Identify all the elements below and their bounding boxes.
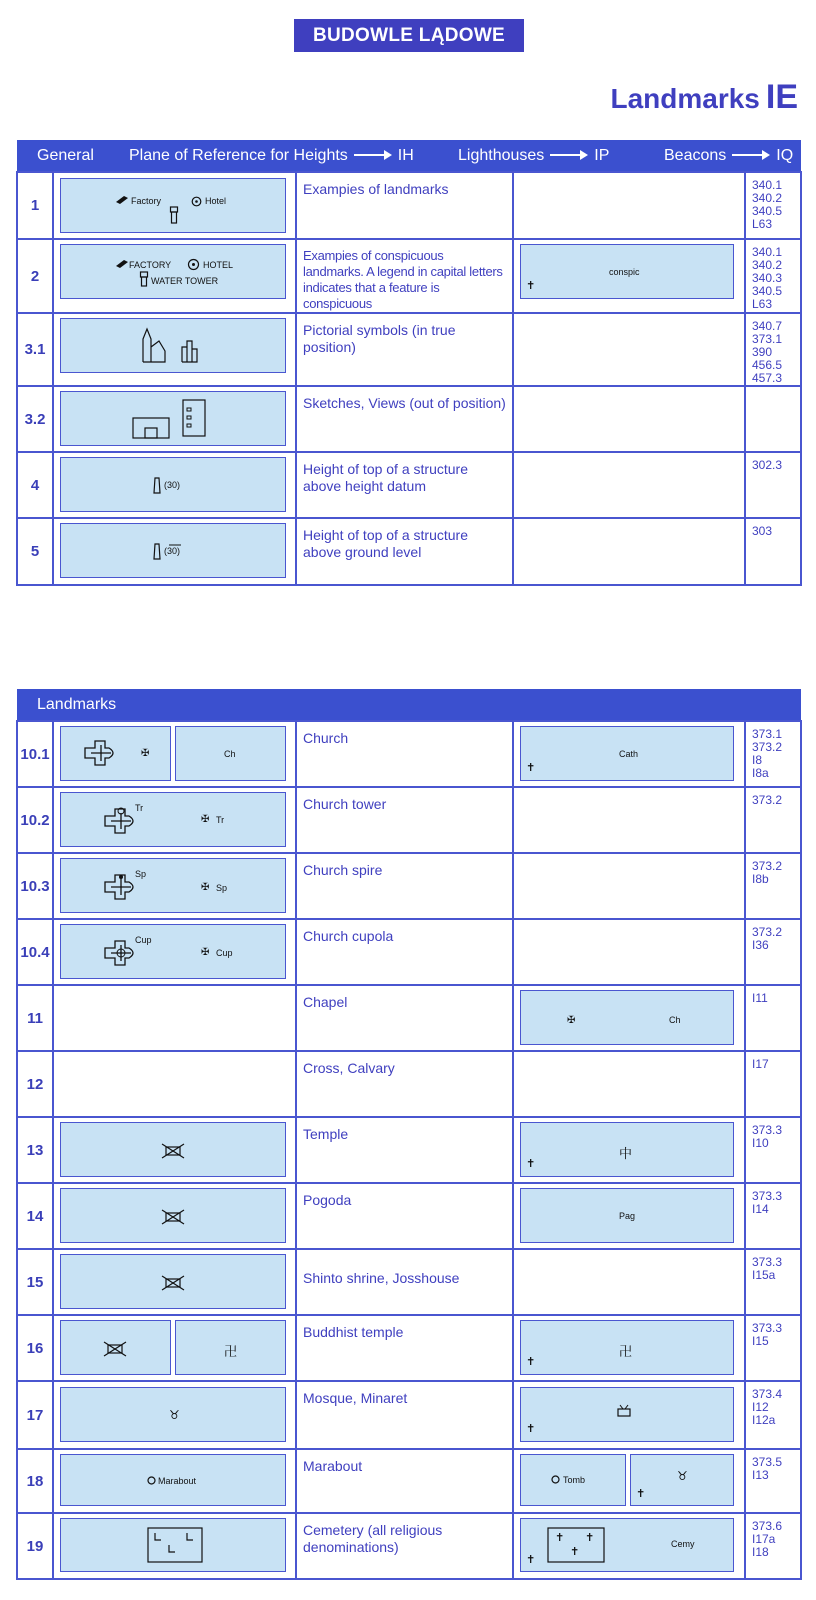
- references: [745, 452, 801, 518]
- ref: 373.5: [752, 1455, 783, 1469]
- header-ih: IH: [397, 146, 414, 164]
- references: [745, 1513, 801, 1579]
- lighthouse-cell: [513, 853, 745, 919]
- ref: I11: [752, 991, 768, 1005]
- lighthouse-symbol-box: [520, 1320, 734, 1375]
- water-tower-icon: [139, 271, 149, 287]
- references: [745, 1051, 801, 1117]
- swastika-icon: 卍: [619, 1344, 633, 1359]
- row-number: 1: [17, 172, 53, 239]
- landmarks-table: [16, 689, 802, 1580]
- ref: 340.1: [752, 245, 783, 259]
- ref: I13: [752, 1468, 769, 1482]
- symbol-label: FACTORY: [129, 260, 172, 270]
- svg-text:✝: ✝: [555, 1532, 565, 1544]
- ref: 373.4: [752, 1387, 783, 1401]
- table-row: [17, 1183, 801, 1249]
- ref: 302.3: [752, 458, 783, 472]
- description: Height of top of a structure above height datum: [296, 452, 513, 518]
- chart-symbol-box: [60, 318, 286, 373]
- landmarks-header: [17, 689, 801, 720]
- references: [745, 313, 801, 386]
- description: Pictorial symbols (in true position): [296, 313, 513, 386]
- symbol-label: Factory: [131, 196, 162, 206]
- temple-icon: [161, 1143, 185, 1159]
- ref: 373.6: [752, 1519, 783, 1533]
- ref: 373.1: [752, 727, 783, 741]
- lighthouse-cell: [513, 518, 745, 585]
- lighthouse-cell: [513, 1249, 745, 1315]
- table-row: [17, 518, 801, 585]
- table-row: [17, 1381, 801, 1449]
- arrow-icon: [550, 154, 586, 156]
- ref: 373.3: [752, 1189, 783, 1203]
- row-number: 18: [17, 1449, 53, 1513]
- references: [745, 1183, 801, 1249]
- general-table: [16, 140, 802, 586]
- references: [745, 239, 801, 313]
- ref: I15: [752, 1334, 769, 1348]
- references: [745, 1315, 801, 1381]
- cemetery-cross-icon: [547, 1527, 605, 1563]
- description: Marabout: [296, 1449, 513, 1513]
- header-ip: IP: [594, 146, 610, 164]
- ref: I10: [752, 1136, 769, 1150]
- table-row: [17, 853, 801, 919]
- lighthouse-cell: [513, 386, 745, 452]
- symbol-label: Ch: [669, 1015, 681, 1025]
- description: Cemetery (all religious denominations): [296, 1513, 513, 1579]
- table-row: [17, 1117, 801, 1183]
- references: [745, 386, 801, 452]
- symbol-label: Cup: [135, 935, 152, 945]
- row-number: 11: [17, 985, 53, 1051]
- shrine-icon: [161, 1275, 185, 1291]
- mosque-icon: ♉: [169, 1408, 180, 1422]
- lighthouse-symbol-box: [520, 1454, 626, 1506]
- ref: I8b: [752, 872, 769, 886]
- references: [745, 518, 801, 585]
- hotel-icon: [187, 258, 200, 271]
- cross-icon: ✝: [526, 1554, 536, 1566]
- factory-icon: [115, 195, 129, 205]
- row-number: 10.2: [17, 787, 53, 853]
- ref: I12a: [752, 1413, 776, 1427]
- ref: I17a: [752, 1532, 776, 1546]
- row-number: 17: [17, 1381, 53, 1449]
- description: Temple: [296, 1117, 513, 1183]
- ref: I15a: [752, 1268, 776, 1282]
- description: Mosque, Minaret: [296, 1381, 513, 1449]
- table-row: [17, 1315, 801, 1381]
- symbol-label: conspic: [609, 267, 640, 277]
- ref: 340.5: [752, 204, 783, 218]
- row-number: 10.1: [17, 721, 53, 787]
- table-row: [17, 172, 801, 239]
- chart-symbol-box: [60, 457, 286, 512]
- description: Cross, Calvary: [296, 1051, 513, 1117]
- references: [745, 1249, 801, 1315]
- maltese-cross-icon: ✠: [567, 1015, 576, 1026]
- chart-symbol-box: [60, 523, 286, 578]
- references: [745, 853, 801, 919]
- ref: L63: [752, 297, 773, 311]
- ref: I8a: [752, 766, 769, 780]
- church-spire-icon: [103, 873, 139, 901]
- row-number: 12: [17, 1051, 53, 1117]
- table-row: [17, 721, 801, 787]
- chart-symbol-box: [60, 858, 286, 913]
- ref: 373.3: [752, 1321, 783, 1335]
- ref: I12: [752, 1400, 769, 1414]
- description: Exampies of landmarks: [296, 172, 513, 239]
- table-row: [17, 386, 801, 452]
- symbol-label: Cath: [619, 749, 639, 759]
- arrow-icon: [354, 154, 390, 156]
- ref: 373.2: [752, 859, 783, 873]
- church-pictorial-icon: [141, 327, 169, 363]
- chart-symbol-box: [60, 244, 286, 299]
- description: Church tower: [296, 787, 513, 853]
- section-banner: BUDOWLE LĄDOWE: [294, 19, 524, 52]
- chart-symbol-box: [60, 726, 171, 781]
- references: [745, 985, 801, 1051]
- page-title: [610, 78, 798, 117]
- header-plane: [129, 147, 414, 165]
- title-code: IE: [765, 78, 798, 116]
- lighthouse-symbol-box: [520, 726, 734, 781]
- row-number: 3.1: [17, 313, 53, 386]
- chart-symbol-box: [60, 1254, 286, 1309]
- row-number: 15: [17, 1249, 53, 1315]
- lighthouse-cell: [513, 787, 745, 853]
- maltese-cross-icon: ✠: [201, 814, 210, 825]
- header-iq: IQ: [776, 146, 794, 164]
- minaret-icon: [617, 1404, 631, 1418]
- header-beacons: [664, 147, 793, 165]
- table-row: [17, 1449, 801, 1513]
- header-beacons-label: Beacons: [664, 146, 727, 164]
- description: Buddhist temple: [296, 1315, 513, 1381]
- church-tower-icon: [103, 807, 139, 835]
- chart-symbol-box: [60, 1320, 171, 1375]
- symbol-label: HOTEL: [203, 260, 234, 270]
- ref: 373.2: [752, 793, 783, 807]
- structure-icon: [153, 476, 161, 494]
- lighthouse-cell: [513, 172, 745, 239]
- ref: I14: [752, 1202, 769, 1216]
- svg-text:✝: ✝: [570, 1546, 580, 1558]
- chart-symbol-box: [60, 792, 286, 847]
- description: Chapel: [296, 985, 513, 1051]
- buddhist-temple-icon: [103, 1341, 127, 1357]
- description: Shinto shrine, Josshouse: [296, 1249, 513, 1315]
- cross-icon: ✝: [636, 1488, 646, 1500]
- ref: I36: [752, 938, 769, 952]
- table-row: [17, 239, 801, 313]
- cross-icon: ✝: [526, 1356, 536, 1368]
- row-number: 10.4: [17, 919, 53, 985]
- cross-icon: ✝: [526, 280, 536, 292]
- header-plane-label: Plane of Reference for Heights: [129, 146, 348, 164]
- chart-symbol-box: [175, 1320, 286, 1375]
- chart-symbol-cell: [53, 985, 296, 1051]
- ref: 340.2: [752, 191, 783, 205]
- row-number: 19: [17, 1513, 53, 1579]
- header-lighthouses-label: Lighthouses: [458, 146, 545, 164]
- arrow-icon: [732, 154, 768, 156]
- row-number: 13: [17, 1117, 53, 1183]
- lighthouse-cell: [513, 1051, 745, 1117]
- church-cupola-icon: [103, 939, 139, 967]
- header-lighthouses: [458, 147, 609, 165]
- height-label: (30): [164, 546, 181, 556]
- symbol-label: Marabout: [158, 1476, 197, 1486]
- mosque-icon: ♉: [677, 1469, 688, 1483]
- description: Church spire: [296, 853, 513, 919]
- title-text: Landmarks: [610, 83, 760, 114]
- lighthouse-symbol-box: [520, 1122, 734, 1177]
- height-label: (30): [164, 480, 181, 490]
- structure-icon: [153, 542, 161, 560]
- symbol-label: Pag: [619, 1211, 636, 1221]
- ref: 373.1: [752, 332, 783, 346]
- table-row: [17, 313, 801, 386]
- chart-symbol-box: [60, 1122, 286, 1177]
- pagoda-icon: [161, 1209, 185, 1225]
- header-landmarks: Landmarks: [37, 695, 117, 713]
- table-row: [17, 985, 801, 1051]
- chart-symbol-box: [60, 1454, 286, 1506]
- table-row: [17, 1051, 801, 1117]
- table-row: [17, 452, 801, 518]
- chart-symbol-box: [60, 1188, 286, 1243]
- symbol-label: Tomb: [563, 1475, 586, 1485]
- ref: 390: [752, 345, 773, 359]
- lighthouse-symbol-box: [520, 244, 734, 299]
- maltese-cross-icon: ✠: [141, 748, 150, 759]
- symbol-label: Tr: [135, 803, 144, 813]
- row-number: 3.2: [17, 386, 53, 452]
- ref: I8: [752, 753, 763, 767]
- ref: 373.2: [752, 740, 783, 754]
- table-row: [17, 1513, 801, 1579]
- row-number: 14: [17, 1183, 53, 1249]
- tomb-icon: [551, 1475, 560, 1484]
- chart-symbol-box: [60, 1518, 286, 1572]
- cross-icon: ✝: [526, 1423, 536, 1435]
- row-number: 16: [17, 1315, 53, 1381]
- symbol-label: Cemy: [671, 1539, 695, 1549]
- overline-icon: [169, 544, 181, 547]
- church-plan-icon: [83, 739, 119, 767]
- symbol-label: Cup: [216, 948, 233, 958]
- references: [745, 919, 801, 985]
- svg-text:✝: ✝: [585, 1532, 595, 1544]
- symbol-label: Tr: [216, 815, 225, 825]
- cemetery-icon: [147, 1527, 203, 1563]
- cross-icon: ✝: [526, 1158, 536, 1170]
- lighthouse-symbol-box: [630, 1454, 734, 1506]
- chart-symbol-box: [60, 391, 286, 446]
- description: Church: [296, 721, 513, 787]
- ref: I17: [752, 1057, 769, 1071]
- lighthouse-cell: [513, 313, 745, 386]
- chart-symbol-box: [60, 1387, 286, 1442]
- ref: 340.3: [752, 271, 783, 285]
- table-row: [17, 787, 801, 853]
- symbol-label: Sp: [216, 883, 228, 893]
- table-row: [17, 1249, 801, 1315]
- hotel-icon: [191, 196, 202, 207]
- tower-pictorial-icon: [181, 339, 199, 363]
- ref: 340.7: [752, 319, 783, 333]
- temple-glyph-icon: 中: [619, 1146, 633, 1161]
- marabout-icon: [147, 1476, 156, 1485]
- ref: 456.5: [752, 358, 783, 372]
- symbol-label: Hotel: [205, 196, 227, 206]
- ref: 303: [752, 524, 773, 538]
- references: [745, 1117, 801, 1183]
- chart-symbol-cell: [53, 1051, 296, 1117]
- ref: 373.3: [752, 1123, 783, 1137]
- header-general: General: [37, 146, 94, 164]
- maltese-cross-icon: ✠: [201, 947, 210, 958]
- description: Height of top of a structure above ground level: [296, 518, 513, 585]
- sketch-view-icon: [131, 398, 211, 440]
- symbol-label: WATER TOWER: [151, 276, 219, 286]
- maltese-cross-icon: ✠: [201, 882, 210, 893]
- symbol-label: Sp: [135, 869, 147, 879]
- water-tower-icon: [169, 206, 179, 224]
- lighthouse-cell: [513, 919, 745, 985]
- lighthouse-symbol-box: [520, 1188, 734, 1243]
- description: Pogoda: [296, 1183, 513, 1249]
- row-number: 5: [17, 518, 53, 585]
- ref: L63: [752, 217, 773, 231]
- ref: 457.3: [752, 371, 783, 385]
- chart-symbol-box: [60, 178, 286, 233]
- references: [745, 1449, 801, 1513]
- row-number: 2: [17, 239, 53, 313]
- chart-symbol-box: [175, 726, 286, 781]
- ref: 373.2: [752, 925, 783, 939]
- row-number: 4: [17, 452, 53, 518]
- table-row: [17, 919, 801, 985]
- lighthouse-symbol-box: [520, 1518, 734, 1572]
- row-number: 10.3: [17, 853, 53, 919]
- factory-icon: [115, 259, 129, 269]
- swastika-icon: 卍: [224, 1344, 238, 1359]
- ref: 340.2: [752, 258, 783, 272]
- references: [745, 172, 801, 239]
- cross-icon: ✝: [526, 762, 536, 774]
- ref: 340.1: [752, 178, 783, 192]
- references: [745, 721, 801, 787]
- lighthouse-cell: [513, 452, 745, 518]
- references: [745, 1381, 801, 1449]
- ref: 373.3: [752, 1255, 783, 1269]
- references: [745, 787, 801, 853]
- description: Sketches, Views (out of position): [296, 386, 513, 452]
- chart-symbol-box: [60, 924, 286, 979]
- ref: I18: [752, 1545, 769, 1559]
- lighthouse-symbol-box: [520, 1387, 734, 1442]
- description: Exampies of conspicuous landmarks. A legend in capital letters indicates that a feature is conspicuous: [296, 239, 513, 313]
- general-header: [17, 140, 801, 171]
- lighthouse-symbol-box: [520, 990, 734, 1045]
- symbol-label: Ch: [224, 749, 236, 759]
- ref: 340.5: [752, 284, 783, 298]
- description: Church cupola: [296, 919, 513, 985]
